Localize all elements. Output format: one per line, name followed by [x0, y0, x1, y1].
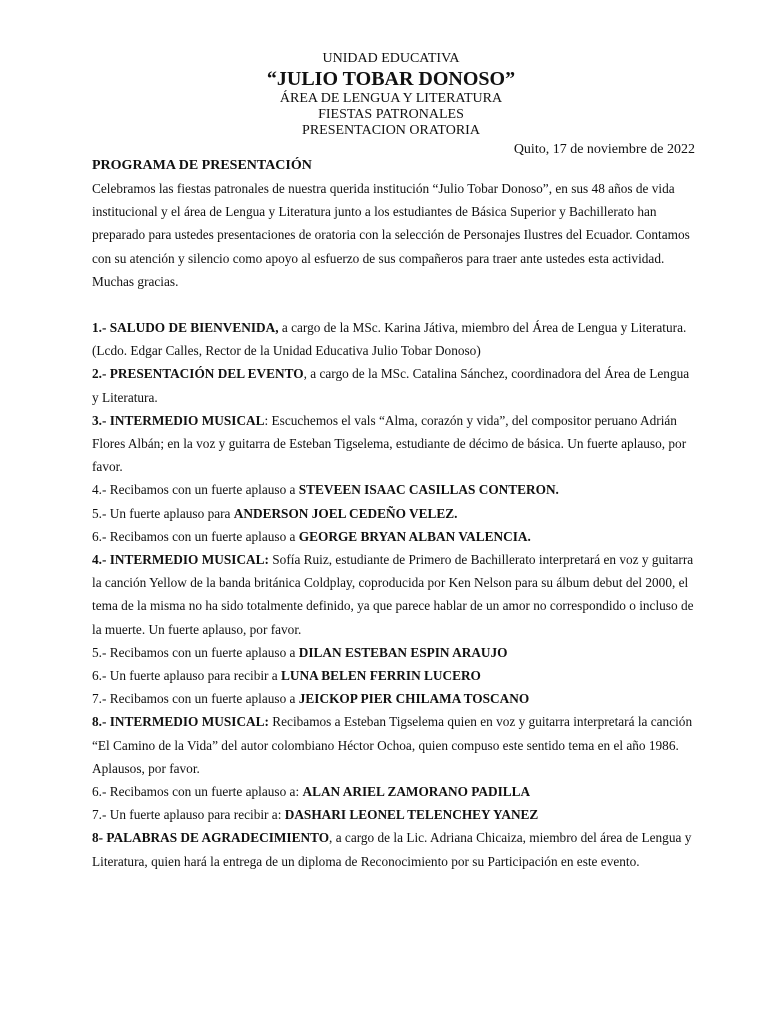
header-area: ÁREA DE LENGUA Y LITERATURA: [279, 91, 503, 106]
header-school-name: “JULIO TOBAR DONOSO”: [266, 68, 516, 90]
program-item-2: 2.- PRESENTACIÓN DEL EVENTO, a cargo de la MSc. Catalina Sánchez, coordinadora del Área de Lengua y Literatura.: [92, 366, 690, 405]
program-item-9: 6.- Un fuerte aplauso para recibir a LUNA BELEN FERRIN LUCERO: [92, 668, 481, 684]
program-title: PROGRAMA DE PRESENTACIÓN: [92, 158, 312, 173]
document-body: [92, 177, 696, 873]
header-presentation: PRESENTACION ORATORIA: [302, 123, 480, 138]
header-school-type: UNIDAD EDUCATIVA: [322, 51, 460, 66]
program-item-6: 6.- Recibamos con un fuerte aplauso a GEORGE BRYAN ALBAN VALENCIA.: [92, 528, 531, 544]
program-item-14: 8- PALABRAS DE AGRADECIMIENTO, a cargo de la Lic. Adriana Chicaiza, miembro del área de Lengua y Literatura, quien hará la entrega de un diploma de Reconocimiento por su Participación en este evento.: [92, 830, 692, 869]
program-item-4: 4.- Recibamos con un fuerte aplauso a STEVEEN ISAAC CASILLAS CONTERON.: [92, 482, 559, 498]
program-item-8: 5.- Recibamos con un fuerte aplauso a DILAN ESTEBAN ESPIN ARAUJO: [92, 644, 508, 660]
document-date: Quito, 17 de noviembre de 2022: [513, 142, 695, 157]
program-item-5: 5.- Un fuerte aplauso para ANDERSON JOEL CEDEÑO VELEZ.: [92, 505, 458, 521]
program-item-7: 4.- INTERMEDIO MUSICAL: Sofía Ruiz, estudiante de Primero de Bachillerato interpretará en voz y guitarra la canción Yellow de la banda británica Coldplay, coproducida por Ken Nelson para su álbum debut del 2000, el tema de la misma no ha sido totalmente definido, ya que parece hablar de un amor no correspondido o incluso de la muerte. Un fuerte aplauso, por favor.: [92, 552, 694, 637]
program-item-13: 7.- Un fuerte aplauso para recibir a: DASHARI LEONEL TELENCHEY YANEZ: [92, 807, 539, 823]
program-item-3: 3.- INTERMEDIO MUSICAL: Escuchemos el vals “Alma, corazón y vida”, del compositor peruano Adrián Flores Albán; en la voz y guitarra de Esteban Tigselema, estudiante de décimo de básica. Un fuerte aplauso, por favor.: [92, 412, 687, 475]
paragraph-gap: [92, 293, 696, 316]
header-event: FIESTAS PATRONALES: [318, 107, 464, 122]
program-item-12: 6.- Recibamos con un fuerte aplauso a: ALAN ARIEL ZAMORANO PADILLA: [92, 784, 531, 800]
intro-paragraph: Celebramos las fiestas patronales de nuestra querida institución “Julio Tobar Donoso”, en sus 48 años de vida institucional y el área de Lengua y Literatura junto a los estudiantes de Básica Superior y Bachillerato han preparado para ustedes presentaciones de oratoria con la selección de Personajes Ilustres del Ecuador. Contamos con su atención y silencio como apoyo al esfuerzo de sus compañeros para traer ante ustedes esta actividad. Muchas gracias.: [92, 181, 690, 289]
document-header: [0, 51, 768, 139]
program-item-10: 7.- Recibamos con un fuerte aplauso a JEICKOP PIER CHILAMA TOSCANO: [92, 691, 530, 707]
program-item-11: 8.- INTERMEDIO MUSICAL: Recibamos a Esteban Tigselema quien en voz y guitarra interpretará la canción “El Camino de la Vida” del autor colombiano Héctor Ochoa, quien compuso este sentido tema en el año 1986. Aplausos, por favor.: [92, 714, 693, 776]
program-item-1: 1.- SALUDO DE BIENVENIDA, a cargo de la MSc. Karina Játiva, miembro del Área de Lengua y Literatura. (Lcdo. Edgar Calles, Rector de la Unidad Educativa Julio Tobar Donoso): [92, 320, 687, 359]
